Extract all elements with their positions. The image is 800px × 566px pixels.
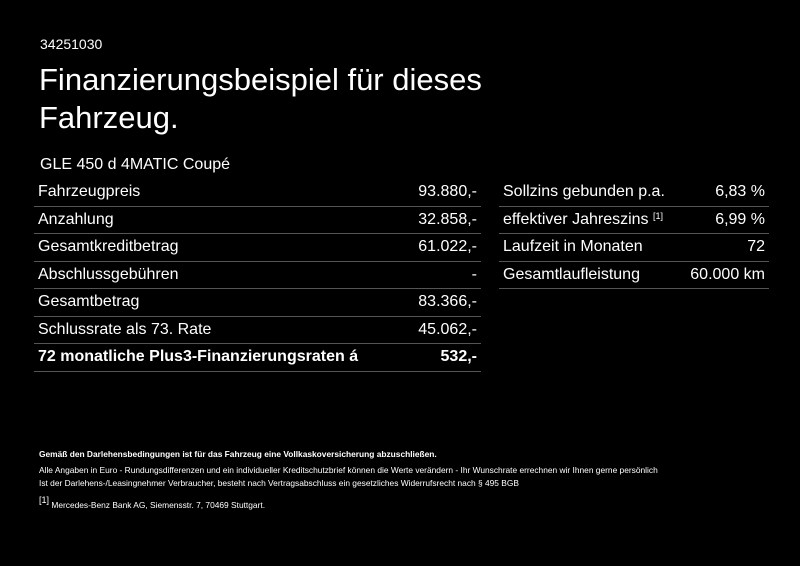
row-label: 72 monatliche Plus3-Finanzierungsraten á xyxy=(34,344,405,372)
legal-footer xyxy=(39,448,769,512)
footnote xyxy=(39,494,769,513)
row-label: Abschlussgebühren xyxy=(34,261,405,289)
row-label: Laufzeit in Monaten xyxy=(499,234,681,262)
row-label: Gesamtbetrag xyxy=(34,289,405,317)
row-value: 6,83 % xyxy=(681,179,769,206)
page-title: Finanzierungsbeispiel für dieses Fahrzeug. xyxy=(39,62,482,135)
footnote-marker: [1] xyxy=(653,210,664,221)
row-label: Schlussrate als 73. Rate xyxy=(34,316,405,344)
financing-table xyxy=(34,179,481,372)
row-value: 60.000 km xyxy=(681,261,769,289)
row-value: 72 xyxy=(681,234,769,262)
row-value: 532,- xyxy=(405,344,481,372)
row-value: 45.062,- xyxy=(405,316,481,344)
row-label: Gesamtkreditbetrag xyxy=(34,234,405,262)
table-row xyxy=(499,234,769,262)
table-row xyxy=(499,261,769,289)
table-row-monthly-rate xyxy=(34,344,481,372)
row-value: 83.366,- xyxy=(405,289,481,317)
vehicle-model: GLE 450 d 4MATIC Coupé xyxy=(40,156,231,173)
interest-table xyxy=(499,179,769,289)
insurance-notice: Gemäß den Darlehensbedingungen ist für das Fahrzeug eine Vollkaskoversicherung abzuschließen. xyxy=(39,449,437,459)
table-row xyxy=(499,206,769,234)
table-row xyxy=(499,179,769,206)
table-row xyxy=(34,316,481,344)
row-label-cell xyxy=(499,206,681,234)
footnote-marker: [1] xyxy=(39,494,50,505)
table-row xyxy=(34,206,481,234)
row-label: Fahrzeugpreis xyxy=(34,179,405,206)
row-value: 93.880,- xyxy=(405,179,481,206)
document-id: 34251030 xyxy=(40,36,103,52)
row-value: - xyxy=(405,261,481,289)
table-row xyxy=(34,289,481,317)
row-value: 32.858,- xyxy=(405,206,481,234)
row-value: 61.022,- xyxy=(405,234,481,262)
row-label: Gesamtlaufleistung xyxy=(499,261,681,289)
table-row xyxy=(34,234,481,262)
row-value: 6,99 % xyxy=(681,206,769,234)
row-label: effektiver Jahreszins xyxy=(503,210,649,228)
row-label: Anzahlung xyxy=(34,206,405,234)
row-label: Sollzins gebunden p.a. xyxy=(499,179,681,206)
disclaimer-line: Alle Angaben in Euro - Rundungsdifferenzen und ein individueller Kreditschutzbrief können die Werte verändern - Ihr Wunschrate errechnen wir Ihnen gerne persönlich xyxy=(39,464,658,475)
footnote-text: Mercedes-Benz Bank AG, Siemensstr. 7, 70469 Stuttgart. xyxy=(51,499,266,510)
table-row xyxy=(34,179,481,206)
withdrawal-notice: Ist der Darlehens-/Leasingnehmer Verbraucher, besteht nach Vertragsabschluss ein gesetzliches Widerrufsrecht nach § 495 BGB xyxy=(39,478,519,488)
table-row xyxy=(34,261,481,289)
